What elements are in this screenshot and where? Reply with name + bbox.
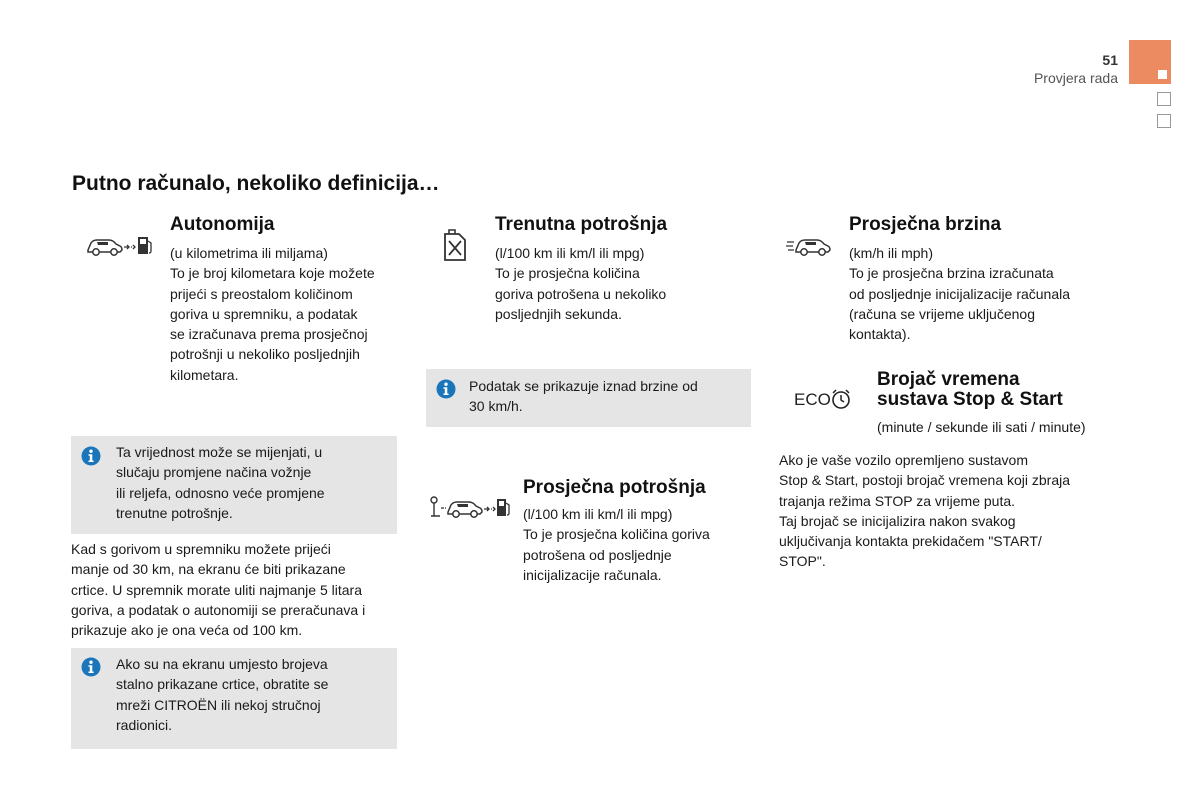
autonomy-paragraph: Kad s gorivom u spremniku možete prijeći manje od 30 km, na ekranu će biti prikazane crtice. U spremnik morate uliti najmanje 5 litara goriva, a podatak o autonomiji se preračunava i prikazuje ako je ona veća od 100 km. — [71, 541, 366, 639]
average-consumption-text: (l/100 km ili km/l ili mpg) To je prosječna količina goriva potrošena od posljednje inicijalizacije računala. — [523, 506, 710, 583]
car-to-fuel-pump-icon — [84, 233, 156, 259]
chapter-tab-box — [1157, 114, 1171, 128]
average-speed-text: (km/h ili mph) To je prosječna brzina izračunata od posljednje inicijalizacije računala (računa se vrijeme uključenog kontakta). — [849, 245, 1071, 343]
stop-start-text: Ako je vaše vozilo opremljeno sustavom Stop & Start, postoji brojač vremena koji zbraja trajanja režima STOP za vrijeme puta. Taj brojač se inicijalizira nakon svakog uključivanja kontakta prekidačem "START/ STOP". — [779, 452, 1071, 570]
info-icon — [81, 657, 101, 677]
instant-consumption-title: Trenutna potrošnja — [495, 214, 668, 235]
info-icon — [436, 379, 456, 399]
page-title: Putno računalo, nekoliko definicija… — [72, 172, 440, 195]
average-consumption-title: Prosječna potrošnja — [523, 477, 706, 498]
note-text: Podatak se prikazuje iznad brzine od 30 km/h. — [469, 378, 698, 415]
chapter-tab-marker — [1158, 70, 1167, 79]
note-box — [426, 369, 751, 427]
note-text: Ako su na ekranu umjesto brojeva stalno prikazane crtice, obratite se mreži CITROËN ili nekoj stručnoj radionici. — [116, 656, 329, 733]
autonomy-text: (u kilometrima ili miljama) To je broj kilometara koje možete prijeći s preostalom količinom goriva u spremniku, a podatak se izračunava prema prosječnoj potrošnji u nekoliko posljednjih kilometara. — [170, 245, 375, 383]
instant-consumption-text: (l/100 km ili km/l ili mpg) To je prosječna količina goriva potrošena u nekoliko posljednjih sekunda. — [495, 245, 667, 322]
page-number: 51 — [1102, 52, 1118, 68]
stop-start-title-line1: Brojač vremena — [877, 369, 1020, 390]
stop-start-title-line2: sustava Stop & Start — [877, 389, 1063, 410]
autonomy-title: Autonomija — [170, 214, 275, 235]
note-box — [71, 648, 397, 749]
fast-car-icon — [786, 233, 832, 259]
eco-timer-icon — [794, 388, 854, 412]
note-text: Ta vrijednost može se mijenjati, u slučaju promjene načina vožnje ili reljefa, odnosno veće promjene trenutne potrošnje. — [116, 444, 325, 521]
stop-start-units: (minute / sekunde ili sati / minute) — [877, 419, 1086, 435]
note-box — [71, 436, 397, 534]
reset-car-to-fuel-pump-icon — [428, 494, 512, 522]
eco-label: ECO — [794, 390, 831, 409]
chapter-tab-box — [1157, 92, 1171, 106]
info-icon — [81, 446, 101, 466]
section-label: Provjera rada — [1033, 70, 1118, 86]
average-speed-title: Prosječna brzina — [849, 214, 1002, 235]
fuel-can-icon — [441, 228, 471, 262]
